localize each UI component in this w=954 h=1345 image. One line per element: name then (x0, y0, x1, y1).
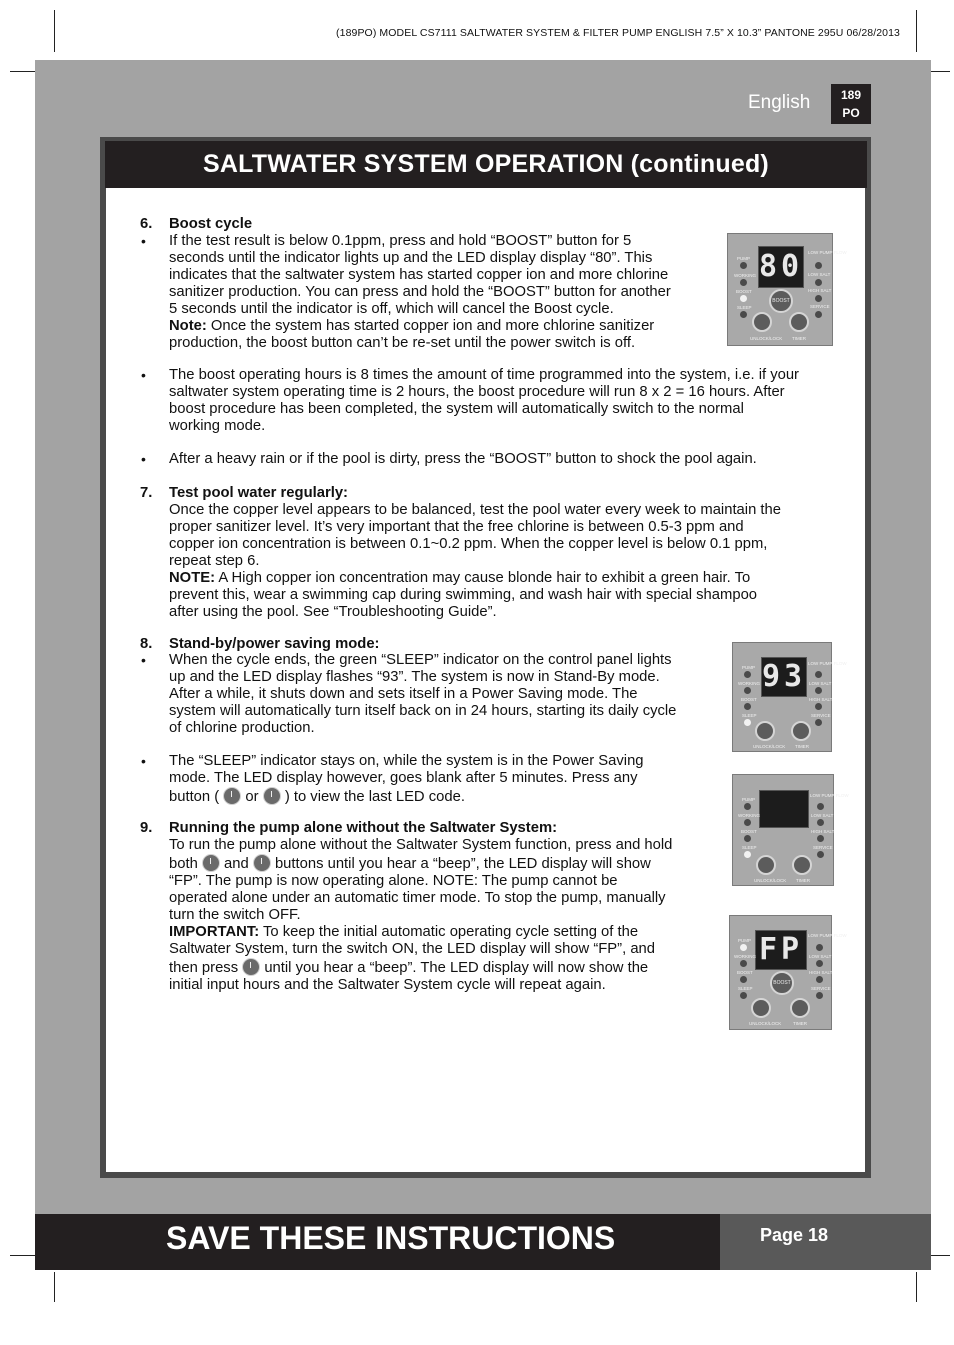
paragraph (169, 451, 757, 468)
text-line: “FP”. The pump is now operating alone. NOTE: The pump cannot be (169, 873, 618, 889)
label-unlock: UNLOCK/LOCK (750, 336, 783, 341)
label-boost: BOOST (736, 289, 752, 294)
text-line: 5 seconds until the indicator is off, which will cancel the Boost cycle. (169, 301, 614, 317)
label-boost: BOOST (741, 829, 757, 834)
low-salt-led (816, 960, 823, 967)
led-display: 93 (761, 657, 807, 697)
crop-mark (10, 71, 36, 72)
led-display: FP (755, 930, 807, 970)
text-fragment: until you hear a “beep”. The LED display will now show the (260, 960, 649, 976)
text-line: system will automatically turn itself back on in 24 hours, starting its daily cycle (169, 703, 677, 719)
print-info: (189PO) MODEL CS7111 SALTWATER SYSTEM & FILTER PUMP ENGLISH 7.5” X 10.3” PANTONE 295U 06/28/2013 (336, 27, 900, 39)
text-line: If the test result is below 0.1ppm, press and hold “BOOST” button for 5 (169, 233, 632, 249)
boost-led (740, 976, 747, 983)
text-line: after using the pool. See “Troubleshooting Guide”. (169, 604, 497, 620)
section-number: 6. (140, 216, 153, 232)
label-sleep: SLEEP (742, 713, 757, 718)
text-line: copper ion concentration is between 0.1~0.2 ppm. When the copper level is below 0.1 ppm, (169, 536, 768, 552)
text-line: initial input hours and the Saltwater System cycle will repeat again. (169, 977, 606, 993)
high-salt-led (815, 703, 822, 710)
text-line: repeat step 6. (169, 553, 260, 569)
text-line: of chlorine production. (169, 720, 315, 736)
footer-title: SAVE THESE INSTRUCTIONS (166, 1220, 616, 1256)
note-label: NOTE: (169, 570, 216, 586)
text-fragment: buttons until you hear a “beep”, the LED display will show (270, 856, 651, 872)
unlock-button-icon (755, 721, 775, 741)
bullet: • (141, 367, 146, 383)
label-service: SERVICE (811, 713, 831, 718)
working-led (744, 819, 751, 826)
label-sleep: SLEEP (742, 845, 757, 850)
control-panel-standby-image (732, 642, 847, 752)
text-fragment: ) to view the last LED code. (280, 789, 465, 805)
control-panel-blank-image (732, 774, 849, 886)
low-salt-led (815, 279, 822, 286)
text-line: saltwater system operating time is 2 hours, the boost procedure will run 8 x 2 = 16 hours. After (169, 384, 785, 400)
label-low-salt: LOW SALT (809, 954, 832, 959)
label-working: WORKING (738, 681, 760, 686)
section-header (105, 141, 867, 188)
paragraph (169, 233, 671, 352)
text-line: mode. The LED display however, goes blank after 5 minutes. Press any (169, 770, 638, 786)
paragraph (169, 367, 799, 435)
section-heading: Test pool water regularly: (169, 485, 348, 501)
text-line (169, 787, 644, 806)
label-high-salt: HIGH SALT (808, 288, 832, 293)
section-heading: Running the pump alone without the Saltwater System: (169, 820, 558, 836)
label-unlock: UNLOCK/LOCK (749, 1021, 782, 1026)
paragraph (169, 485, 781, 621)
timer-button-icon (253, 854, 271, 872)
text-line: The “SLEEP” indicator stays on, while the system is in the Power Saving (169, 753, 644, 769)
label-unlock: UNLOCK/LOCK (753, 744, 786, 749)
boost-led (744, 835, 751, 842)
unlock-button-icon (263, 787, 281, 805)
boost-led (744, 703, 751, 710)
text-line: seconds until the indicator lights up and the LED display display “80”. This (169, 250, 653, 266)
label-low-pump-flow: LOW PUMP FLOW (808, 661, 847, 666)
label-working: WORKING (738, 813, 760, 818)
text-line: production, the boost button can’t be re-set until the power switch is off. (169, 335, 636, 351)
text-line (169, 958, 672, 977)
text-fragment: then press (169, 960, 243, 976)
timer-button-icon (223, 787, 241, 805)
label-pump: PUMP (742, 797, 756, 802)
unlock-button-icon (242, 958, 260, 976)
label-pump: PUMP (742, 665, 756, 670)
label-low-pump-flow: LOW PUMP FLOW (808, 933, 847, 938)
pump-led (740, 944, 747, 951)
text-line: indicates that the saltwater system has started copper ion and more chlorine (169, 267, 669, 283)
label-low-salt: LOW SALT (808, 272, 831, 277)
important-text: To keep the initial automatic operating cycle setting of the (259, 924, 639, 940)
crop-mark (10, 1255, 36, 1256)
label-working: WORKING (734, 273, 756, 278)
low-pump-flow-led (815, 671, 822, 678)
timer-button-icon (789, 312, 809, 332)
boost-button-icon: BOOST (770, 971, 794, 995)
note-text: Once the system has started copper ion and more chlorine sanitizer (206, 318, 655, 334)
label-timer: TIMER (792, 336, 806, 341)
text-line: Saltwater System, turn the switch ON, the LED display will show “FP”, and (169, 941, 656, 957)
service-led (816, 992, 823, 999)
label-pump: PUMP (738, 938, 752, 943)
label-low-pump-flow: LOW PUMP FLOW (808, 250, 847, 255)
sleep-led (744, 719, 751, 726)
model-badge (831, 84, 871, 124)
bullet: • (141, 652, 146, 668)
section-number: 9. (140, 820, 153, 836)
working-led (744, 687, 751, 694)
text-line: After a heavy rain or if the pool is dirty, press the “BOOST” button to shock the pool again. (169, 451, 757, 467)
text-fragment: and (219, 856, 253, 872)
label-low-salt: LOW SALT (811, 813, 834, 818)
label-high-salt: HIGH SALT (811, 829, 835, 834)
label-low-salt: LOW SALT (809, 681, 832, 686)
important-label: IMPORTANT: (169, 924, 260, 940)
label-service: SERVICE (811, 986, 831, 991)
pump-led (740, 262, 747, 269)
text-line: working mode. (169, 418, 266, 434)
label-boost: BOOST (741, 697, 757, 702)
timer-button-icon (790, 998, 810, 1018)
text-line: Once the copper level appears to be balanced, test the pool water every week to maintain the (169, 502, 781, 518)
section-heading: Stand-by/power saving mode: (169, 636, 380, 652)
section-title: SALTWATER SYSTEM OPERATION (continued) (203, 150, 769, 178)
text-line (169, 854, 672, 873)
note-line (169, 318, 671, 335)
timer-button-icon (792, 855, 812, 875)
label-timer: TIMER (796, 878, 810, 883)
low-pump-flow-led (815, 262, 822, 269)
label-sleep: SLEEP (738, 986, 753, 991)
label-high-salt: HIGH SALT (809, 970, 833, 975)
high-salt-led (815, 295, 822, 302)
text-line: up and the LED display flashes “93”. The system is now in Stand-By mode. (169, 669, 660, 685)
led-display (759, 790, 809, 828)
crop-mark (54, 10, 55, 52)
high-salt-led (816, 976, 823, 983)
text-line: After a while, it shuts down and sets itself in a Power Saving mode. The (169, 686, 638, 702)
pump-led (744, 803, 751, 810)
label-low-pump-flow: LOW PUMP FLOW (810, 793, 849, 798)
service-led (815, 719, 822, 726)
crop-mark (930, 1255, 950, 1256)
led-display: 80 (758, 246, 804, 288)
footer-page-box (720, 1214, 931, 1270)
low-pump-flow-led (816, 944, 823, 951)
label-sleep: SLEEP (737, 305, 752, 310)
section-number: 8. (140, 636, 153, 652)
timer-button-icon (791, 721, 811, 741)
section-number: 7. (140, 485, 153, 501)
low-salt-led (817, 819, 824, 826)
service-led (815, 311, 822, 318)
control-panel-pump-image (729, 915, 847, 1030)
bullet: • (141, 753, 146, 769)
label-timer: TIMER (795, 744, 809, 749)
unlock-button-icon (752, 312, 772, 332)
label-service: SERVICE (810, 304, 830, 309)
low-pump-flow-led (817, 803, 824, 810)
paragraph (169, 820, 672, 994)
text-line: operated alone under an automatic timer mode. To stop the pump, manually (169, 890, 666, 906)
label-high-salt: HIGH SALT (809, 697, 833, 702)
badge-line1: 189 (840, 88, 862, 102)
label-timer: TIMER (793, 1021, 807, 1026)
text-fragment: or (241, 789, 263, 805)
text-line: proper sanitizer level. It’s very important that the free chlorine is between 0.5-3 ppm and (169, 519, 744, 535)
text-line: To run the pump alone without the Saltwater System function, press and hold (169, 837, 673, 853)
text-line: When the cycle ends, the green “SLEEP” indicator on the control panel lights (169, 652, 672, 668)
label-unlock: UNLOCK/LOCK (754, 878, 787, 883)
crop-mark (54, 1272, 55, 1302)
badge-line2: PO (842, 106, 860, 120)
bullet: • (141, 451, 146, 467)
footer-banner (35, 1214, 720, 1270)
text-line: sanitizer production. You can press and hold the “BOOST” button for another (169, 284, 671, 300)
label-boost: BOOST (737, 970, 753, 975)
page-number: Page 18 (760, 1225, 829, 1245)
unlock-button-icon (756, 855, 776, 875)
note-text: A High copper ion concentration may cause blonde hair to exhibit a green hair. To (215, 570, 751, 586)
low-salt-led (815, 687, 822, 694)
label-service: SERVICE (813, 845, 833, 850)
sleep-led (740, 992, 747, 999)
boost-button-icon: BOOST (769, 289, 793, 313)
crop-mark (930, 71, 950, 72)
sleep-led (740, 311, 747, 318)
text-fragment: both (169, 856, 202, 872)
text-line: turn the switch OFF. (169, 907, 301, 923)
boost-led (740, 295, 747, 302)
working-led (740, 960, 747, 967)
unlock-button-icon (751, 998, 771, 1018)
language-label: English (748, 92, 811, 113)
working-led (740, 279, 747, 286)
paragraph (169, 753, 644, 806)
high-salt-led (817, 835, 824, 842)
service-led (817, 851, 824, 858)
note-label: Note: (169, 318, 207, 334)
unlock-button-icon (202, 854, 220, 872)
text-fragment: button ( (169, 789, 220, 805)
label-working: WORKING (734, 954, 756, 959)
crop-mark (916, 1272, 917, 1302)
label-pump: PUMP (737, 256, 751, 261)
sleep-led (744, 851, 751, 858)
paragraph (169, 652, 676, 737)
note-line (169, 570, 781, 587)
crop-mark (916, 10, 917, 52)
pump-led (744, 671, 751, 678)
control-panel-boost-image (727, 233, 847, 346)
section-heading: Boost cycle (169, 216, 253, 232)
bullet: • (141, 233, 146, 249)
text-line: The boost operating hours is 8 times the amount of time programmed into the system, i.e. if your (169, 367, 799, 383)
text-line: boost procedure has been completed, the system will automatically switch to the normal (169, 401, 744, 417)
text-line: prevent this, wear a swimming cap during swimming, and wash hair with special shampoo (169, 587, 758, 603)
important-line (169, 924, 672, 941)
